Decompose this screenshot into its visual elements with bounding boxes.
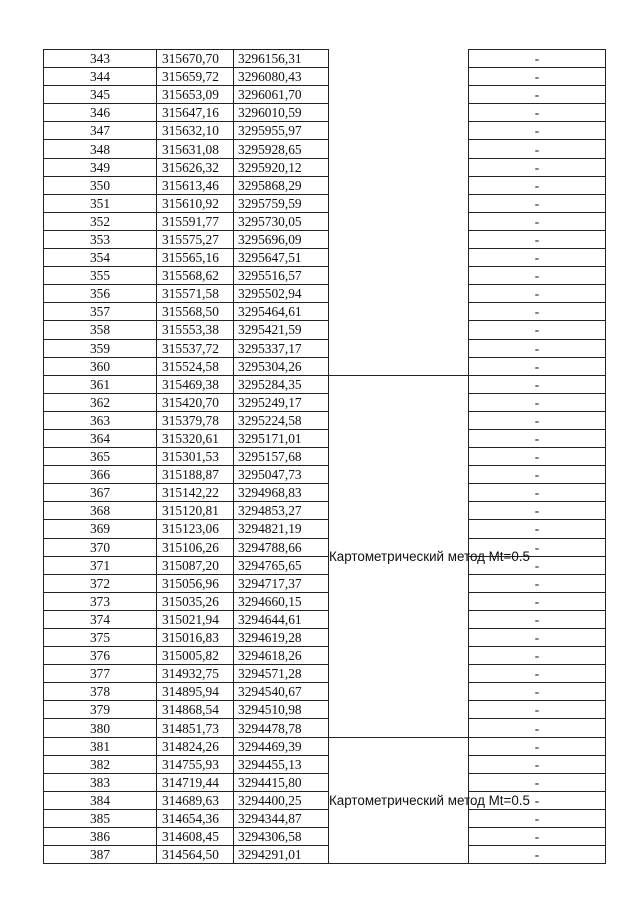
coordinate-y: 3294644,61 bbox=[234, 610, 329, 628]
coordinate-y: 3294853,27 bbox=[234, 502, 329, 520]
table-row bbox=[44, 140, 606, 158]
point-number: 365 bbox=[44, 448, 157, 466]
coordinate-y: 3295696,09 bbox=[234, 230, 329, 248]
coordinate-x: 315188,87 bbox=[157, 466, 234, 484]
accuracy-cell: - bbox=[469, 466, 606, 484]
point-number: 359 bbox=[44, 339, 157, 357]
coordinate-y: 3295421,59 bbox=[234, 321, 329, 339]
table-row bbox=[44, 285, 606, 303]
point-number: 379 bbox=[44, 701, 157, 719]
table-row bbox=[44, 647, 606, 665]
coordinate-y: 3295171,01 bbox=[234, 429, 329, 447]
point-number: 385 bbox=[44, 809, 157, 827]
coordinate-x: 315123,06 bbox=[157, 520, 234, 538]
point-number: 370 bbox=[44, 538, 157, 556]
coordinate-x: 314932,75 bbox=[157, 665, 234, 683]
point-number: 375 bbox=[44, 629, 157, 647]
coordinate-x: 314689,63 bbox=[157, 791, 234, 809]
accuracy-cell: - bbox=[469, 574, 606, 592]
coordinate-y: 3295647,51 bbox=[234, 249, 329, 267]
point-number: 363 bbox=[44, 411, 157, 429]
table-row bbox=[44, 629, 606, 647]
coordinate-y: 3295464,61 bbox=[234, 303, 329, 321]
table-body bbox=[44, 50, 606, 864]
point-number: 382 bbox=[44, 755, 157, 773]
point-number: 361 bbox=[44, 375, 157, 393]
coordinate-x: 314654,36 bbox=[157, 809, 234, 827]
coordinate-y: 3296010,59 bbox=[234, 104, 329, 122]
coordinate-y: 3294788,66 bbox=[234, 538, 329, 556]
accuracy-cell: - bbox=[469, 429, 606, 447]
coordinate-x: 315021,94 bbox=[157, 610, 234, 628]
coordinate-y: 3295928,65 bbox=[234, 140, 329, 158]
point-number: 347 bbox=[44, 122, 157, 140]
coordinate-y: 3294455,13 bbox=[234, 755, 329, 773]
coordinate-x: 315653,09 bbox=[157, 86, 234, 104]
coordinate-x: 315613,46 bbox=[157, 176, 234, 194]
point-number: 362 bbox=[44, 393, 157, 411]
point-number: 354 bbox=[44, 249, 157, 267]
accuracy-cell: - bbox=[469, 448, 606, 466]
coordinate-x: 314851,73 bbox=[157, 719, 234, 737]
coordinate-y: 3295249,17 bbox=[234, 393, 329, 411]
table-row bbox=[44, 755, 606, 773]
coordinate-y: 3294821,19 bbox=[234, 520, 329, 538]
accuracy-cell: - bbox=[469, 737, 606, 755]
coordinate-y: 3295304,26 bbox=[234, 357, 329, 375]
accuracy-cell: - bbox=[469, 249, 606, 267]
coordinate-y: 3294510,98 bbox=[234, 701, 329, 719]
table-row bbox=[44, 267, 606, 285]
table-row bbox=[44, 86, 606, 104]
accuracy-cell: - bbox=[469, 122, 606, 140]
coordinate-x: 315626,32 bbox=[157, 158, 234, 176]
coordinate-x: 315553,38 bbox=[157, 321, 234, 339]
point-number: 360 bbox=[44, 357, 157, 375]
coordinate-x: 315632,10 bbox=[157, 122, 234, 140]
accuracy-cell: - bbox=[469, 502, 606, 520]
point-number: 351 bbox=[44, 194, 157, 212]
accuracy-cell: - bbox=[469, 665, 606, 683]
accuracy-cell: - bbox=[469, 719, 606, 737]
accuracy-cell: - bbox=[469, 230, 606, 248]
accuracy-cell: - bbox=[469, 86, 606, 104]
coordinate-x: 315647,16 bbox=[157, 104, 234, 122]
coordinate-x: 315142,22 bbox=[157, 484, 234, 502]
coordinate-x: 314564,50 bbox=[157, 846, 234, 864]
coordinate-x: 314755,93 bbox=[157, 755, 234, 773]
point-number: 374 bbox=[44, 610, 157, 628]
point-number: 346 bbox=[44, 104, 157, 122]
accuracy-cell: - bbox=[469, 647, 606, 665]
table-row bbox=[44, 50, 606, 68]
table-row bbox=[44, 719, 606, 737]
coordinate-y: 3294400,25 bbox=[234, 791, 329, 809]
table-row bbox=[44, 502, 606, 520]
table-row bbox=[44, 574, 606, 592]
coordinate-x: 315056,96 bbox=[157, 574, 234, 592]
accuracy-cell: - bbox=[469, 212, 606, 230]
coordinate-x: 315591,77 bbox=[157, 212, 234, 230]
table-row bbox=[44, 321, 606, 339]
coordinate-y: 3295337,17 bbox=[234, 339, 329, 357]
point-number: 383 bbox=[44, 773, 157, 791]
table-row bbox=[44, 466, 606, 484]
point-number: 384 bbox=[44, 791, 157, 809]
coordinate-y: 3294478,78 bbox=[234, 719, 329, 737]
accuracy-cell: - bbox=[469, 484, 606, 502]
coordinate-x: 315016,83 bbox=[157, 629, 234, 647]
coordinate-x: 315568,50 bbox=[157, 303, 234, 321]
table-row bbox=[44, 194, 606, 212]
point-number: 369 bbox=[44, 520, 157, 538]
coordinate-x: 315571,58 bbox=[157, 285, 234, 303]
coordinate-x: 314719,44 bbox=[157, 773, 234, 791]
coordinate-y: 3294618,26 bbox=[234, 647, 329, 665]
coordinate-x: 315670,70 bbox=[157, 50, 234, 68]
table-row bbox=[44, 592, 606, 610]
coordinate-y: 3296061,70 bbox=[234, 86, 329, 104]
table-row bbox=[44, 701, 606, 719]
point-number: 357 bbox=[44, 303, 157, 321]
coordinate-x: 315087,20 bbox=[157, 556, 234, 574]
coordinate-y: 3295284,35 bbox=[234, 375, 329, 393]
accuracy-cell: - bbox=[469, 809, 606, 827]
table-row bbox=[44, 429, 606, 447]
coordinate-y: 3295516,57 bbox=[234, 267, 329, 285]
accuracy-cell: - bbox=[469, 104, 606, 122]
point-number: 372 bbox=[44, 574, 157, 592]
accuracy-cell: - bbox=[469, 556, 606, 574]
coordinate-x: 315005,82 bbox=[157, 647, 234, 665]
accuracy-cell: - bbox=[469, 158, 606, 176]
point-number: 349 bbox=[44, 158, 157, 176]
point-number: 350 bbox=[44, 176, 157, 194]
accuracy-cell: - bbox=[469, 375, 606, 393]
accuracy-cell: - bbox=[469, 538, 606, 556]
accuracy-cell: - bbox=[469, 393, 606, 411]
table-row bbox=[44, 809, 606, 827]
coordinate-y: 3294540,67 bbox=[234, 683, 329, 701]
table-row bbox=[44, 393, 606, 411]
coordinate-y: 3295157,68 bbox=[234, 448, 329, 466]
coordinate-x: 315120,81 bbox=[157, 502, 234, 520]
coordinate-x: 315537,72 bbox=[157, 339, 234, 357]
accuracy-cell: - bbox=[469, 755, 606, 773]
table-row bbox=[44, 375, 606, 393]
coordinate-y: 3294415,80 bbox=[234, 773, 329, 791]
accuracy-cell: - bbox=[469, 701, 606, 719]
point-number: 355 bbox=[44, 267, 157, 285]
coordinate-x: 314895,94 bbox=[157, 683, 234, 701]
coordinate-y: 3295868,29 bbox=[234, 176, 329, 194]
coordinate-x: 315575,27 bbox=[157, 230, 234, 248]
coordinate-x: 315565,16 bbox=[157, 249, 234, 267]
coordinate-y: 3296156,31 bbox=[234, 50, 329, 68]
accuracy-cell: - bbox=[469, 339, 606, 357]
table-row bbox=[44, 303, 606, 321]
coordinate-x: 315106,26 bbox=[157, 538, 234, 556]
coordinate-x: 315659,72 bbox=[157, 68, 234, 86]
coordinate-y: 3296080,43 bbox=[234, 68, 329, 86]
point-number: 366 bbox=[44, 466, 157, 484]
accuracy-cell: - bbox=[469, 411, 606, 429]
coordinate-y: 3295047,73 bbox=[234, 466, 329, 484]
point-number: 344 bbox=[44, 68, 157, 86]
accuracy-cell: - bbox=[469, 846, 606, 864]
point-number: 377 bbox=[44, 665, 157, 683]
accuracy-cell: - bbox=[469, 610, 606, 628]
coordinate-x: 315301,53 bbox=[157, 448, 234, 466]
table-row bbox=[44, 158, 606, 176]
point-number: 358 bbox=[44, 321, 157, 339]
point-number: 343 bbox=[44, 50, 157, 68]
method-cell bbox=[329, 50, 469, 376]
table-row bbox=[44, 665, 606, 683]
accuracy-cell: - bbox=[469, 303, 606, 321]
coordinate-x: 314824,26 bbox=[157, 737, 234, 755]
point-number: 386 bbox=[44, 828, 157, 846]
coordinate-y: 3294619,28 bbox=[234, 629, 329, 647]
accuracy-cell: - bbox=[469, 773, 606, 791]
point-number: 352 bbox=[44, 212, 157, 230]
accuracy-cell: - bbox=[469, 321, 606, 339]
coordinate-y: 3295502,94 bbox=[234, 285, 329, 303]
coordinate-y: 3294469,39 bbox=[234, 737, 329, 755]
table-row bbox=[44, 339, 606, 357]
coordinate-y: 3294660,15 bbox=[234, 592, 329, 610]
accuracy-cell: - bbox=[469, 683, 606, 701]
point-number: 378 bbox=[44, 683, 157, 701]
coordinate-x: 314868,54 bbox=[157, 701, 234, 719]
table-row bbox=[44, 249, 606, 267]
accuracy-cell: - bbox=[469, 176, 606, 194]
coordinate-x: 315320,61 bbox=[157, 429, 234, 447]
table-row bbox=[44, 773, 606, 791]
coordinate-y: 3294968,83 bbox=[234, 484, 329, 502]
coordinate-y: 3294717,37 bbox=[234, 574, 329, 592]
accuracy-cell: - bbox=[469, 140, 606, 158]
accuracy-cell: - bbox=[469, 828, 606, 846]
table-row bbox=[44, 357, 606, 375]
point-number: 380 bbox=[44, 719, 157, 737]
coordinate-y: 3294291,01 bbox=[234, 846, 329, 864]
point-number: 387 bbox=[44, 846, 157, 864]
point-number: 364 bbox=[44, 429, 157, 447]
coordinate-x: 315469,38 bbox=[157, 375, 234, 393]
coordinate-y: 3294765,65 bbox=[234, 556, 329, 574]
point-number: 353 bbox=[44, 230, 157, 248]
point-number: 381 bbox=[44, 737, 157, 755]
point-number: 368 bbox=[44, 502, 157, 520]
coordinates-table bbox=[43, 49, 606, 864]
method-cell: Картометрический метод Mt=0.5 bbox=[329, 737, 469, 864]
coordinate-y: 3294571,28 bbox=[234, 665, 329, 683]
table-row bbox=[44, 176, 606, 194]
table-row bbox=[44, 828, 606, 846]
coordinate-x: 315631,08 bbox=[157, 140, 234, 158]
point-number: 356 bbox=[44, 285, 157, 303]
accuracy-cell: - bbox=[469, 194, 606, 212]
accuracy-cell: - bbox=[469, 791, 606, 809]
accuracy-cell: - bbox=[469, 285, 606, 303]
point-number: 367 bbox=[44, 484, 157, 502]
table-row bbox=[44, 448, 606, 466]
accuracy-cell: - bbox=[469, 50, 606, 68]
table-row bbox=[44, 737, 606, 755]
table-row bbox=[44, 230, 606, 248]
coordinate-x: 314608,45 bbox=[157, 828, 234, 846]
coordinate-x: 315524,58 bbox=[157, 357, 234, 375]
coordinate-x: 315420,70 bbox=[157, 393, 234, 411]
accuracy-cell: - bbox=[469, 592, 606, 610]
coordinate-y: 3295224,58 bbox=[234, 411, 329, 429]
coordinate-x: 315379,78 bbox=[157, 411, 234, 429]
point-number: 348 bbox=[44, 140, 157, 158]
accuracy-cell: - bbox=[469, 357, 606, 375]
point-number: 373 bbox=[44, 592, 157, 610]
point-number: 345 bbox=[44, 86, 157, 104]
coordinate-y: 3295955,97 bbox=[234, 122, 329, 140]
table-row bbox=[44, 610, 606, 628]
table-row bbox=[44, 122, 606, 140]
point-number: 371 bbox=[44, 556, 157, 574]
table-row bbox=[44, 683, 606, 701]
coordinate-y: 3295759,59 bbox=[234, 194, 329, 212]
point-number: 376 bbox=[44, 647, 157, 665]
method-cell: Картометрический метод Mt=0.5 bbox=[329, 375, 469, 737]
coordinate-y: 3295730,05 bbox=[234, 212, 329, 230]
table-row bbox=[44, 68, 606, 86]
table-row bbox=[44, 411, 606, 429]
table-row bbox=[44, 846, 606, 864]
table-row bbox=[44, 104, 606, 122]
accuracy-cell: - bbox=[469, 267, 606, 285]
table-row bbox=[44, 484, 606, 502]
coordinate-y: 3294306,58 bbox=[234, 828, 329, 846]
accuracy-cell: - bbox=[469, 68, 606, 86]
coordinate-y: 3295920,12 bbox=[234, 158, 329, 176]
table-row bbox=[44, 520, 606, 538]
coordinate-y: 3294344,87 bbox=[234, 809, 329, 827]
coordinate-x: 315035,26 bbox=[157, 592, 234, 610]
coordinate-x: 315610,92 bbox=[157, 194, 234, 212]
accuracy-cell: - bbox=[469, 629, 606, 647]
accuracy-cell: - bbox=[469, 520, 606, 538]
table-row bbox=[44, 212, 606, 230]
coordinate-x: 315568,62 bbox=[157, 267, 234, 285]
